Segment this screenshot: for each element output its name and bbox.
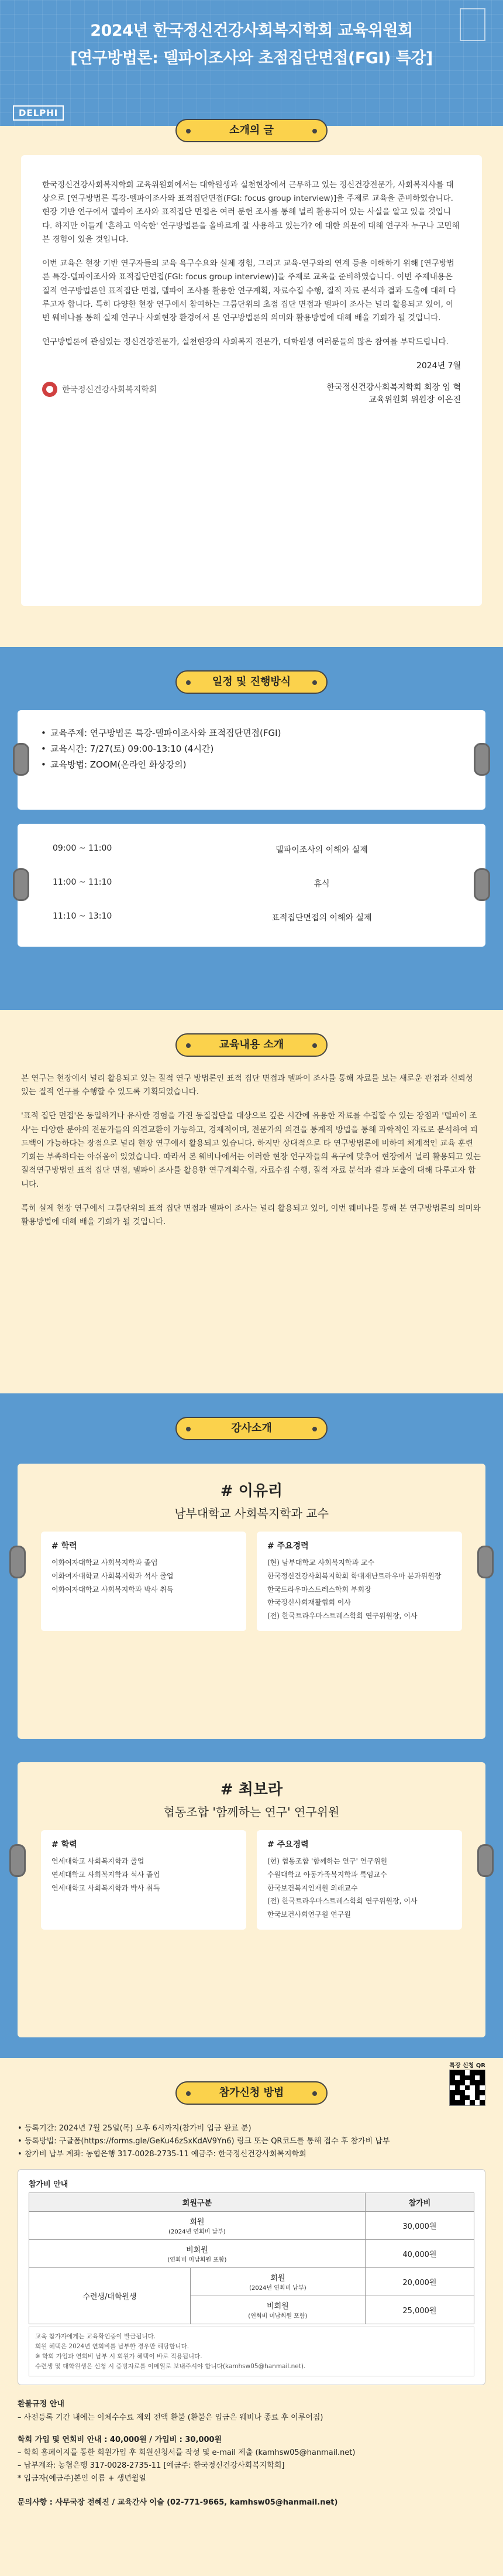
lecturer-details: [41, 1532, 462, 1631]
fee-group: 비회원 (연회비 미납회원 포함): [29, 2240, 366, 2268]
education-title: # 학력: [51, 1840, 77, 1849]
join-line: – 납부계좌: 농협은행 317-0028-2735-11 [예금주: 한국정신건강사회복지학회]: [18, 2461, 285, 2470]
join-line: – 학회 홈페이지를 통한 회원가입 후 회원신청서를 작성 및 e-mail 제출 (kamhsw05@hanmail.net): [18, 2448, 356, 2457]
fee-header-row: [29, 2193, 474, 2212]
qr-cell: [475, 2100, 480, 2105]
stamp-icon: [460, 8, 485, 41]
education-title: # 학력: [51, 1542, 77, 1551]
lecturer-card: [18, 1464, 485, 1739]
join-block: [18, 2434, 485, 2485]
qr-cell: [480, 2070, 485, 2075]
qr-cell: [460, 2090, 465, 2095]
education-box: [41, 1532, 246, 1631]
career-item: 수원대학교 아동가족복지학과 특임교수: [267, 1870, 387, 1879]
fee-note: ※ 학회 가입과 연회비 납부 시 회원가 혜택이 바로 적용됩니다.: [35, 2352, 202, 2360]
schedule-row: [35, 872, 468, 895]
qr-cell: [480, 2085, 485, 2091]
fee-group: 회원 (2024년 연회비 납부): [29, 2212, 366, 2240]
qr-cell: [475, 2070, 480, 2075]
lecturer-role: 협동조합 '함께하는 연구' 연구위원: [163, 1805, 340, 1819]
binder-clip-icon: [474, 743, 490, 776]
qr-cell: [460, 2075, 465, 2081]
schedule-desc: 델파이조사의 이해와 실제: [275, 845, 368, 855]
qr-cell: [475, 2095, 480, 2101]
header-banner: [0, 0, 503, 126]
org-logo-icon: [42, 382, 57, 397]
qr-cell: [465, 2090, 470, 2095]
org-logo-text: 한국정신건강사회복지학회: [62, 385, 157, 395]
header-title-line2: [연구방법론: 델파이조사와 초점집단면접(FGI) 특강]: [70, 49, 433, 67]
schedule-desc: 휴식: [313, 879, 330, 889]
header-title-line1: 2024년 한국정신건강사회복지학회 교육위원회: [90, 22, 413, 40]
content-paragraph: '표적 집단 면접'은 동일하거나 유사한 경험을 가진 동질집단을 대상으로 깊은 시간에 유용한 자료를 수집할 수 있는 장점과 '델파이 조사'는 다양한 분야의 전문가들의 의견교환이 가능하고, 경제적이며, 전문가의 의견을 통계적 방법을 통해 과학적인 자료로 분석하여 피드백이 가능하다는 장점으로 널리 현장 연구에서 활용되고 있습니다. 하지만 상대적으로 타 연구방법론에 비하여 체계적인 교육 훈련 기회는 부족하다는 아쉬움이 있었습니다. 따라서 본 웨비나에서는 이러한 현장 연구자들의 욕구에 맞추어 현장에서 널리 활용되고 있는 질적연구방법인 표적 집단 면접, 델파이 조사를 활용한 연구계획수립, 자료수집 수행, 질적 자료 분석과 결과 도출에 대해 다루고자 합니다.: [21, 1111, 481, 1189]
qr-cell: [470, 2090, 475, 2095]
fee-note: 교육 참가자에게는 교육확인증이 발급됩니다.: [35, 2333, 156, 2341]
schedule-timetable: [18, 824, 485, 947]
content-paragraph: 특히 실제 현장 연구에서 그룹단위의 표적 집단 면접과 델파이 조사는 널리 활용되고 있어, 이번 웨비나를 통해 본 연구방법론의 의미와 활용방법에 대해 배울 기회가 될 것입니다.: [21, 1203, 481, 1227]
binder-clip-icon: [477, 1844, 494, 1877]
qr-cell: [475, 2090, 480, 2095]
registration-heading: 참가신청 방법: [175, 2081, 328, 2105]
fee-row: [29, 2268, 474, 2296]
fee-row: [29, 2212, 474, 2240]
fee-note: 수련생 및 대학원생은 신청 시 증빙자료를 이메일로 보내주셔야 합니다(kamhsw05@hanmail.net).: [35, 2362, 306, 2370]
refund-title: 환불규정 안내: [18, 2400, 64, 2409]
content-section: [0, 1010, 503, 1393]
education-item: 이화여자대학교 사회복지학과 졸업: [51, 1558, 158, 1567]
qr-cell: [455, 2090, 460, 2095]
lecturer-card: [18, 1762, 485, 2037]
fee-value: 40,000원: [365, 2240, 474, 2268]
qr-cell: [455, 2100, 460, 2105]
qr-cell: [470, 2100, 475, 2105]
career-title: # 주요경력: [267, 1542, 309, 1551]
schedule-info-item: • 교육방법: ZOOM(온라인 화상강의): [41, 757, 462, 773]
greeting-paragraph: 연구방법론에 관심있는 정신건강전문가, 실천현장의 사회복지 전문가, 대학원생 여러분들의 많은 참여를 부탁드립니다.: [42, 337, 449, 347]
signer: [326, 382, 461, 406]
education-list: [51, 1556, 236, 1596]
career-item: 한국보건사회연구원 연구원: [267, 1910, 351, 1919]
registration-item: • 참가비 납부 계좌: 농협은행 317-0028-2735-11 예금주: 한국정신건강사회복지학회: [18, 2148, 485, 2161]
qr-cell: [460, 2095, 465, 2101]
join-title: 학회 가입 및 연회비 안내 : 40,000원 / 가입비 : 30,000원: [18, 2435, 222, 2444]
schedule-info-item: • 교육주제: 연구방법론 특강-델파이조사와 표적집단면접(FGI): [41, 725, 462, 741]
qr-cell: [465, 2070, 470, 2075]
education-item: 연세대학교 사회복지학과 석사 졸업: [51, 1870, 160, 1879]
career-item: 한국정신사회재활협회 이사: [267, 1598, 351, 1607]
greeting-paragraph: 한국정신건강사회복지학회 교육위원회에서는 대학원생과 실천현장에서 근무하고 있는 정신건강전문가, 사회복지사를 대상으로 [연구방법론 특강-델파이조사와 표적집단면접(FGI: focus group interview)]을 주제로 교육을 준비하였습니다. 현장 기반 연구에서 델파이 조사와 표적집단 면접은 여러 분헌 조사를 통해 널리 활용되어 있는 사실을 알고 있을 것입니다. 하지만 이들게 '흔하고 익숙한' 연구방법론을 올바르게 잘 사용하고 있는가? 에 대한 의문에 대해 연구자 누구나 고민해 본 경험이 있을 것입니다.: [42, 180, 460, 244]
registration-item: • 등록방법: 구글폼(https://forms.gle/GeKu46zSxKdAV9Yn6) 링크 또는 QR코드를 통해 접수 후 참가비 납부: [18, 2135, 485, 2148]
content-paragraph: 본 연구는 현장에서 널리 활용되고 있는 질적 연구 방법론인 표적 집단 면접과 델파이 조사를 통해 자료를 보는 새로운 관점과 신뢰성 있는 질적 연구를 수행할 수 있도록 기획되었습니다.: [21, 1074, 473, 1097]
fee-subgroup: 회원 (2024년 연회비 납부): [190, 2268, 365, 2296]
qr-cell: [450, 2100, 455, 2105]
education-item: 이화여자대학교 사회복지학과 석사 졸업: [51, 1571, 174, 1580]
qr-cell: [465, 2085, 470, 2091]
fee-header: 참가비: [365, 2193, 474, 2212]
career-list: [267, 1556, 452, 1623]
qr-cell: [470, 2095, 475, 2101]
greeting-section: [0, 126, 503, 647]
qr-cell: [455, 2080, 460, 2085]
qr-cell: [450, 2095, 455, 2101]
lecturers-heading: 강사소개: [175, 1417, 328, 1440]
qr-cell: [455, 2070, 460, 2075]
qr-cell: [480, 2100, 485, 2105]
qr-cell: [470, 2075, 475, 2081]
qr-cell: [450, 2080, 455, 2085]
join-line: * 입금자(예금주)본인 이름 + 생년월일: [18, 2474, 146, 2483]
schedule-time: 09:00 ~ 11:00: [53, 844, 112, 853]
org-logo: [42, 382, 157, 397]
fee-table: [29, 2193, 474, 2324]
schedule-heading: 일정 및 진행방식: [175, 670, 328, 694]
binder-clip-icon: [9, 1546, 26, 1578]
qr-code-icon[interactable]: [449, 2070, 485, 2106]
career-item: 한국정신건강사회복지학회 학대재난트라우마 분과위원장: [267, 1571, 442, 1580]
career-item: (현) 남부대학교 사회복지학과 교수: [267, 1558, 375, 1567]
fee-subgroup: 비회원 (연회비 미납회원 포함): [190, 2296, 365, 2324]
signer-line: 한국정신건강사회복지학회 회장 임 혁: [326, 383, 461, 393]
lecturer-name: # 이유리: [220, 1482, 283, 1500]
schedule-row: [35, 906, 468, 929]
qr-cell: [480, 2095, 485, 2101]
education-item: 이화여자대학교 사회복지학과 박사 취득: [51, 1585, 174, 1594]
refund-text: – 사전등록 기간 내에는 이체수수료 제외 전액 환불 (환불은 입금은 웨비나 종료 후 이루어짐): [18, 2413, 323, 2422]
career-item: 한국보건복지인재원 외래교수: [267, 1883, 358, 1892]
career-box: [257, 1532, 462, 1631]
binder-clip-icon: [13, 868, 29, 901]
fee-notes: [29, 2327, 474, 2376]
delphi-badge: DELPHI: [13, 105, 64, 121]
fee-value: 30,000원: [365, 2212, 474, 2240]
schedule-info-paper: [18, 710, 485, 810]
fee-header: 회원구분: [29, 2193, 366, 2212]
qr-cell: [450, 2075, 455, 2081]
registration-item: • 등록기간: 2024년 7월 25일(목) 오후 6시까지(참가비 입금 완료 분): [18, 2122, 485, 2135]
education-item: 연세대학교 사회복지학과 졸업: [51, 1857, 144, 1865]
qr-cell: [460, 2070, 465, 2075]
refund-block: [18, 2398, 485, 2424]
qr-cell: [455, 2095, 460, 2101]
schedule-info-list: [41, 725, 462, 773]
qr-cell: [465, 2080, 470, 2085]
lecturer-details: [41, 1830, 462, 1930]
greeting-date: 2024년 7월: [416, 361, 461, 371]
qr-label: 특강 신청 QR: [449, 2063, 485, 2069]
education-list: [51, 1855, 236, 1895]
registration-section: [0, 2058, 503, 2576]
binder-clip-icon: [477, 1546, 494, 1578]
career-item: (현) 협동조합 '함께하는 연구' 연구위원: [267, 1857, 388, 1865]
lecturer-role: 남부대학교 사회복지학과 교수: [174, 1506, 329, 1520]
greeting-text: [42, 179, 461, 349]
fee-note: 회원 혜택은 2024년 연회비를 납부한 경우만 해당합니다.: [35, 2343, 190, 2351]
qr-cell: [470, 2080, 475, 2085]
career-title: # 주요경력: [267, 1840, 309, 1849]
binder-clip-icon: [9, 1844, 26, 1877]
qr-cell: [460, 2080, 465, 2085]
greeting-paragraph: 이번 교육은 현장 기반 연구자들의 교육 욕구수요와 실제 경험, 그리고 교육-연구와의 연계 등을 이해하기 위해 [연구방법론 특강-델파이조사와 표적집단면접(FGI: focus group interview)]을 주제로 교육을 준비하였습니다. 이번 주제내용은 질적 연구방법론인 표적집단 면접, 델파이 조사를 활용한 연구계획, 자료수집 수행, 질적 자료 분석과 결과 도출에 대해 다루고자 합니다. 특히 다양한 현장 연구에서 참여하는 그룹단위의 초점 집단 면접과 델파이 조사는 널리 활용되고 있어, 이번 웨비나를 통해 실제 연구나 사회현장 환경에서 본 연구방법론의 의미와 활용방법에 대해 배울 기회가 될 것입니다.: [42, 259, 456, 323]
qr-cell: [455, 2075, 460, 2081]
career-item: (전) 한국트라우마스트레스학회 연구위원장, 이사: [267, 1612, 418, 1621]
qr-cell: [460, 2085, 465, 2091]
contact-info: 문의사항 : 사무국장 전혜진 / 교육간사 이슬 (02-771-9665, kamhsw05@hanmail.net): [18, 2498, 338, 2508]
career-item: 한국트라우마스트레스학회 부회장: [267, 1585, 371, 1594]
qr-cell: [465, 2095, 470, 2101]
qr-cell: [480, 2080, 485, 2085]
registration-list: [18, 2122, 485, 2161]
qr-cell: [475, 2075, 480, 2081]
content-text: [21, 1072, 482, 1229]
schedule-info-item: • 교육시간: 7/27(토) 09:00-13:10 (4시간): [41, 741, 462, 757]
education-item: 연세대학교 사회복지학과 박사 취득: [51, 1883, 160, 1892]
qr-cell: [465, 2100, 470, 2105]
qr-cell: [475, 2080, 480, 2085]
schedule-row: [35, 838, 468, 861]
lecturers-section: [0, 1393, 503, 2058]
schedule-time: 11:10 ~ 13:10: [53, 912, 112, 921]
education-box: [41, 1830, 246, 1930]
qr-cell: [455, 2085, 460, 2091]
fee-value: 20,000원: [365, 2268, 474, 2296]
qr-cell: [450, 2085, 455, 2091]
qr-cell: [475, 2085, 480, 2091]
signature-row: [42, 382, 461, 406]
qr-cell: [450, 2090, 455, 2095]
fee-title: 참가비 안내: [29, 2180, 68, 2190]
qr-cell: [480, 2090, 485, 2095]
content-heading: 교육내용 소개: [175, 1033, 328, 1057]
fee-group: 수련생/대학원생: [29, 2268, 191, 2324]
schedule-section: [0, 647, 503, 1010]
greeting-heading: 소개의 글: [175, 119, 328, 142]
binder-clip-icon: [474, 868, 490, 901]
greeting-paper: [21, 155, 482, 606]
fee-box: [18, 2169, 485, 2385]
qr-cell: [470, 2085, 475, 2091]
qr-cell: [470, 2070, 475, 2075]
qr-cell: [450, 2070, 455, 2075]
career-box: [257, 1830, 462, 1930]
schedule-desc: 표적집단면접의 이해와 실제: [271, 913, 372, 923]
binder-clip-icon: [13, 743, 29, 776]
career-item: (전) 한국트라우마스트레스학회 연구위원장, 이사: [267, 1897, 418, 1906]
qr-cell: [480, 2075, 485, 2081]
fee-value: 25,000원: [365, 2296, 474, 2324]
fee-row: [29, 2240, 474, 2268]
signer-line: 교육위원회 위원장 이은진: [368, 395, 461, 405]
lecturer-name: # 최보라: [220, 1781, 283, 1799]
career-list: [267, 1855, 452, 1921]
schedule-time: 11:00 ~ 11:10: [53, 878, 112, 887]
qr-cell: [465, 2075, 470, 2081]
qr-cell: [460, 2100, 465, 2105]
